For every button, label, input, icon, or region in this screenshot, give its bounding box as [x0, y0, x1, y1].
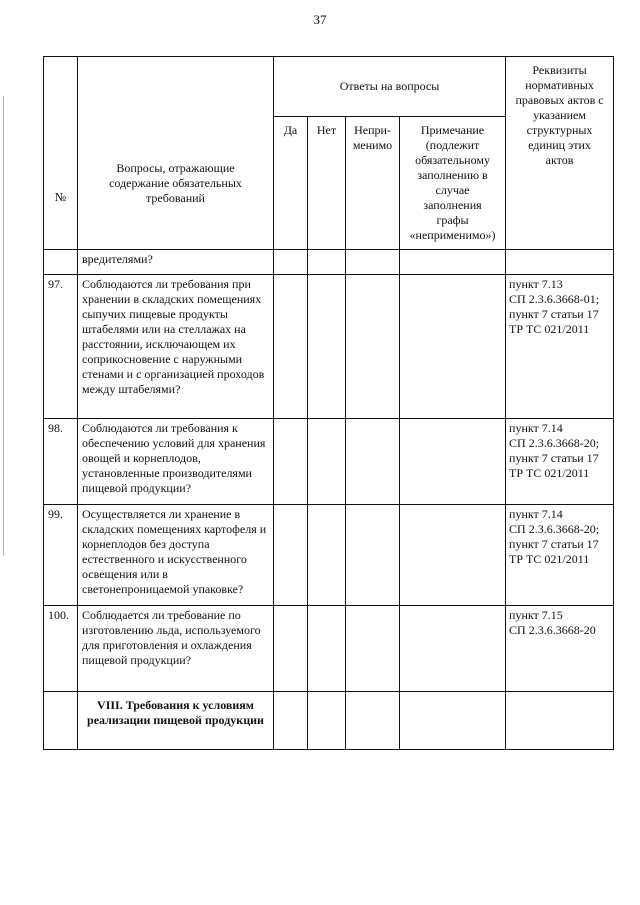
- table-body: [44, 250, 614, 750]
- row-requisites: [506, 692, 614, 750]
- answer-no-cell[interactable]: [308, 606, 346, 692]
- answer-no-cell[interactable]: [308, 419, 346, 505]
- requisite-line: пункт 7.13: [509, 277, 563, 291]
- note-cell: [400, 692, 506, 750]
- section-number-cell: [44, 692, 78, 750]
- table-row: [44, 419, 614, 505]
- row-requisites: [506, 250, 614, 275]
- row-requisites: [506, 419, 614, 505]
- table-row: [44, 606, 614, 692]
- answer-no-cell[interactable]: [308, 275, 346, 419]
- header-requisites: Реквизиты нормативных правовых актов с указанием структурных единиц этих актов: [506, 57, 614, 250]
- note-cell[interactable]: [400, 419, 506, 505]
- answer-not-applicable-cell[interactable]: [346, 606, 400, 692]
- row-requisites: [506, 275, 614, 419]
- requisite-line: СП 2.3.6.3668-20;: [509, 522, 600, 536]
- header-no-answer: Нет: [308, 117, 346, 250]
- note-cell[interactable]: [400, 606, 506, 692]
- scan-edge-mark: [3, 96, 4, 556]
- row-question: Осуществляется ли хранение в складских помещениях картофеля и корнеплодов без доступа естественного и искусственного освещения или в светонепроницаемой упаковке?: [78, 505, 274, 606]
- row-number: 100.: [44, 606, 78, 692]
- requisite-line: пункт 7 статьи 17: [509, 451, 599, 465]
- header-answers: Ответы на вопросы: [274, 57, 506, 117]
- requisite-line: СП 2.3.6.3668-20;: [509, 436, 600, 450]
- answer-not-applicable-cell[interactable]: [346, 419, 400, 505]
- table-row: [44, 250, 614, 275]
- header-not-applicable: Непри- менимо: [346, 117, 400, 250]
- answer-yes-cell[interactable]: [274, 250, 308, 275]
- requisite-line: пункт 7.14: [509, 421, 563, 435]
- answer-not-applicable-cell[interactable]: [346, 505, 400, 606]
- page-number: 37: [313, 12, 327, 27]
- requisite-line: ТР ТС 021/2011: [509, 466, 590, 480]
- header-note: Примечание (подлежит обязательному заполнению в случае заполнения графы «неприменимо»): [400, 117, 506, 250]
- row-number: 99.: [44, 505, 78, 606]
- requisite-line: пункт 7 статьи 17: [509, 537, 599, 551]
- answer-not-applicable-cell[interactable]: [346, 275, 400, 419]
- note-cell[interactable]: [400, 250, 506, 275]
- requisite-line: ТР ТС 021/2011: [509, 552, 590, 566]
- requisite-line: ТР ТС 021/2011: [509, 322, 590, 336]
- answer-yes-cell[interactable]: [274, 606, 308, 692]
- requisite-line: пункт 7.15: [509, 608, 563, 622]
- answer-yes-cell[interactable]: [274, 505, 308, 606]
- answer-yes-cell: [274, 692, 308, 750]
- row-question: вредителями?: [78, 250, 274, 275]
- answer-yes-cell[interactable]: [274, 419, 308, 505]
- answer-not-applicable-cell[interactable]: [346, 250, 400, 275]
- requisite-line: СП 2.3.6.3668-01;: [509, 292, 600, 306]
- answer-yes-cell[interactable]: [274, 275, 308, 419]
- row-question: Соблюдаются ли требования к обеспечению условий для хранения овощей и корнеплодов, установленные производителями пищевой продукции?: [78, 419, 274, 505]
- row-number: [44, 250, 78, 275]
- row-requisites: [506, 606, 614, 692]
- section-title: VIII. Требования к условиям реализации пищевой продукции: [78, 692, 274, 750]
- answer-no-cell[interactable]: [308, 505, 346, 606]
- row-question: Соблюдаются ли требования при хранении в складских помещениях сыпучих пищевые продукты штабелями или на стеллажах на расстоянии, исключающем их соприкосновение с наружными стенами и с организацией проходов между штабелями?: [78, 275, 274, 419]
- answer-no-cell: [308, 692, 346, 750]
- checklist-table: [43, 56, 614, 750]
- header-question: Вопросы, отражающие содержание обязательных требований: [78, 57, 274, 250]
- answer-not-applicable-cell: [346, 692, 400, 750]
- row-requisites: [506, 505, 614, 606]
- section-row: [44, 692, 614, 750]
- row-number: 97.: [44, 275, 78, 419]
- note-cell[interactable]: [400, 275, 506, 419]
- table-row: [44, 275, 614, 419]
- table-row: [44, 505, 614, 606]
- header-yes: Да: [274, 117, 308, 250]
- header-number: №: [44, 57, 78, 250]
- requisite-line: пункт 7 статьи 17: [509, 307, 599, 321]
- answer-no-cell[interactable]: [308, 250, 346, 275]
- row-number: 98.: [44, 419, 78, 505]
- requisite-line: пункт 7.14: [509, 507, 563, 521]
- row-question: Соблюдается ли требование по изготовлению льда, используемого для приготовления и охлаждения пищевой продукции?: [78, 606, 274, 692]
- note-cell[interactable]: [400, 505, 506, 606]
- requisite-line: СП 2.3.6.3668-20: [509, 623, 596, 637]
